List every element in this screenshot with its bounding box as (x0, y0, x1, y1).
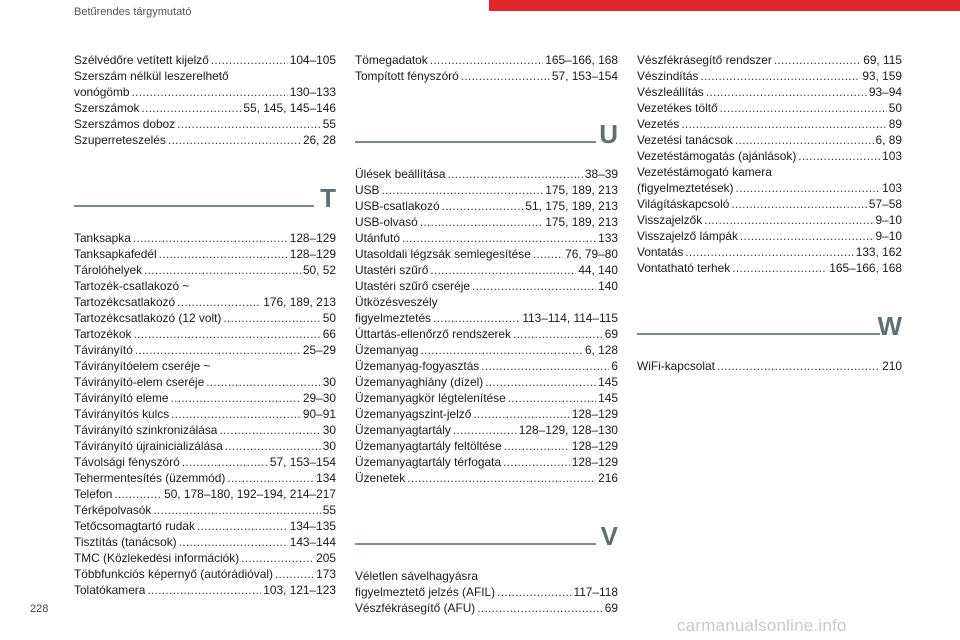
entry-pages: 93, 159 (862, 69, 902, 83)
dot-leader (485, 374, 596, 390)
dot-leader (227, 470, 314, 486)
dot-leader (171, 406, 301, 422)
dot-leader (219, 422, 320, 438)
entry-pages: 145 (598, 375, 618, 389)
dot-leader (177, 116, 321, 132)
entry-term: Tanksapkafedél (74, 247, 157, 261)
entry-term: Tartozékok (74, 327, 132, 341)
index-entry (74, 582, 336, 598)
index-column-3 (637, 52, 902, 374)
entry-pages: 93–94 (868, 85, 902, 99)
entry-term: Vészfékrásegítő rendszer (637, 53, 772, 67)
index-entry (355, 182, 618, 198)
index-entry (355, 52, 618, 68)
entry-pages: 55 (322, 503, 336, 517)
index-entry (74, 310, 336, 326)
entry-pages: 57, 153–154 (269, 455, 336, 469)
entry-pages: 173 (316, 567, 336, 581)
index-entry (74, 326, 336, 342)
entry-term: figyelmeztetés (355, 311, 432, 325)
entry-term: Szélvédőre vetített kijelző (74, 53, 209, 67)
entry-term: Vezetékes töltő (637, 101, 718, 115)
entry-pages: 50, 52 (302, 263, 336, 277)
entry-list (637, 52, 902, 276)
section-rule (637, 333, 880, 335)
entry-pages: 165–166, 168 (545, 53, 618, 67)
dot-leader (448, 166, 583, 182)
dot-leader (135, 342, 301, 358)
entry-term: Vezetés (637, 117, 680, 131)
index-entry (355, 278, 618, 294)
section-header-v (355, 520, 618, 560)
index-entry (637, 228, 902, 244)
entry-pages: 9–10 (875, 229, 902, 243)
index-entry (355, 584, 618, 600)
dot-leader (159, 246, 288, 262)
page-number: 228 (30, 603, 49, 615)
index-entry (355, 342, 618, 358)
index-entry-line: Véletlen sávelhagyásra (355, 569, 478, 583)
entry-pages: 210 (882, 359, 902, 373)
dot-leader (453, 422, 517, 438)
dot-leader (211, 52, 288, 68)
index-entry (355, 68, 618, 84)
section-rule (74, 205, 314, 207)
dot-leader (420, 214, 543, 230)
index-entry (74, 422, 336, 438)
dot-leader (700, 68, 860, 84)
entry-term: Vészindítás (637, 69, 699, 83)
entry-pages: 176, 189, 213 (263, 295, 336, 309)
dot-leader (442, 198, 524, 214)
entry-pages: 140 (598, 279, 618, 293)
entry-pages: 130–133 (289, 85, 336, 99)
index-entry (74, 132, 336, 148)
entry-term: figyelmeztető jelzés (AFIL) (355, 585, 496, 599)
dot-leader (225, 438, 321, 454)
entry-term: Üzemanyagszint-jelző (355, 407, 472, 421)
index-entry-line: Ütközésveszély (355, 295, 438, 309)
entry-term: Tompított fényszóró (355, 69, 459, 83)
entry-term: Szerszámok (74, 101, 140, 115)
entry-pages: 117–118 (573, 585, 618, 599)
entry-pages: 50 (888, 101, 902, 115)
entry-pages: 128–129 (571, 455, 618, 469)
entry-pages: 9–10 (875, 213, 902, 227)
index-entry (355, 326, 618, 342)
entry-pages: 128–129 (289, 247, 336, 261)
index-entry (637, 260, 902, 276)
entry-pages: 57, 153–154 (551, 69, 618, 83)
entry-term: Üzemanyagtartály feltöltése (355, 439, 502, 453)
entry-pages: 89 (888, 117, 902, 131)
dot-leader (420, 342, 582, 358)
dot-leader (223, 310, 320, 326)
entry-term: Tolatókamera (74, 583, 146, 597)
index-entry (74, 230, 336, 246)
entry-list (74, 230, 336, 598)
index-entry-line: Vezetéstámogató kamera (637, 165, 772, 179)
entry-pages: 128–129 (289, 231, 336, 245)
entry-term: USB-csatlakozó (355, 199, 440, 213)
entry-term: Tisztítás (tanácsok) (74, 535, 177, 549)
dot-leader (481, 358, 609, 374)
dot-leader (513, 326, 603, 342)
index-entry (355, 438, 618, 454)
entry-term: Vontatható terhek (637, 261, 731, 275)
index-entry (637, 116, 902, 132)
entry-pages: 55 (322, 117, 336, 131)
entry-term: USB (355, 183, 380, 197)
entry-term: Távirányító eleme (74, 391, 169, 405)
entry-term: Üzemanyag-fogyasztás (355, 359, 480, 373)
entry-pages: 6 (611, 359, 618, 373)
section-letter: W (877, 311, 902, 341)
entry-pages: 128–129, 128–130 (518, 423, 618, 437)
dot-leader (430, 262, 576, 278)
entry-pages: 175, 189, 213 (545, 183, 618, 197)
dot-leader (461, 68, 550, 84)
entry-term: Telefon (74, 487, 113, 501)
entry-pages: 6, 89 (875, 133, 902, 147)
entry-term: Vontatás (637, 245, 684, 259)
dot-leader (473, 406, 569, 422)
entry-term: Vezetési tanácsok (637, 133, 733, 147)
entry-term: Tárolóhelyek (74, 263, 143, 277)
index-entry (74, 84, 336, 100)
dot-leader (133, 230, 288, 246)
entry-pages: 103, 121–123 (263, 583, 336, 597)
section-rule (355, 543, 596, 545)
index-entry (355, 198, 618, 214)
dot-leader (508, 390, 596, 406)
entry-term: Távirányító szinkronizálása (74, 423, 218, 437)
entry-term: Utasoldali légzsák semlegesítése (355, 247, 531, 261)
index-entry (637, 100, 902, 116)
entry-pages: 29–30 (302, 391, 336, 405)
entry-pages: 25–29 (302, 343, 336, 357)
dot-leader (430, 52, 544, 68)
entry-term: Térképolvasók (74, 503, 152, 517)
entry-pages: 134 (316, 471, 336, 485)
entry-pages: 69, 115 (863, 53, 902, 67)
index-entry (74, 454, 336, 470)
dot-leader (740, 228, 874, 244)
dot-leader (134, 326, 321, 342)
index-column-2 (355, 52, 618, 616)
entry-term: Visszajelző lámpák (637, 229, 738, 243)
dot-leader (720, 100, 887, 116)
index-entry (355, 166, 618, 182)
dot-leader (381, 182, 543, 198)
entry-pages: 57–58 (868, 197, 902, 211)
index-entry (355, 246, 618, 262)
index-entry (355, 454, 618, 470)
entry-pages: 128–129 (571, 407, 618, 421)
section-letter: T (320, 183, 336, 213)
entry-term: Visszajelzők (637, 213, 703, 227)
entry-term: Tömegadatok (355, 53, 428, 67)
entry-pages: 145 (598, 391, 618, 405)
dot-leader (141, 100, 241, 116)
dot-leader (144, 262, 301, 278)
index-entry (637, 148, 902, 164)
entry-term: Üzemanyag (355, 343, 419, 357)
entry-term: Távirányító-elem cseréje (74, 375, 205, 389)
index-entry (74, 438, 336, 454)
entry-term: Távirányítós kulcs (74, 407, 170, 421)
index-entry (74, 100, 336, 116)
index-entry (355, 230, 618, 246)
index-entry (355, 406, 618, 422)
entry-term: Távirányító újrainicializálása (74, 439, 223, 453)
dot-leader (504, 438, 570, 454)
entry-pages: 38–39 (584, 167, 618, 181)
dot-leader (407, 470, 596, 486)
entry-list (74, 52, 336, 148)
entry-term: Vezetéstámogatás (ajánlások) (637, 149, 797, 163)
dot-leader (732, 260, 827, 276)
entry-pages: 128–129 (571, 439, 618, 453)
entry-list (637, 358, 902, 374)
index-entry (355, 310, 618, 326)
entry-term: Utánfutó (355, 231, 400, 245)
index-entry (74, 262, 336, 278)
entry-pages: 90–91 (302, 407, 336, 421)
entry-pages: 50, 178–180, 192–194, 214–217 (164, 487, 336, 501)
entry-pages: 143–144 (289, 535, 336, 549)
entry-term: Üzemanyagtartály (355, 423, 451, 437)
index-entry (355, 214, 618, 230)
entry-pages: 66 (322, 327, 336, 341)
entry-pages: 30 (322, 423, 336, 437)
entry-pages: 26, 28 (302, 133, 336, 147)
index-entry (74, 566, 336, 582)
index-column-1 (74, 52, 336, 598)
dot-leader (241, 550, 314, 566)
dot-leader (706, 84, 867, 100)
section-header-w (637, 310, 902, 350)
index-entry-line: Szerszám nélkül leszerelhető (74, 69, 229, 83)
entry-list (355, 166, 618, 486)
entry-pages: 30 (322, 375, 336, 389)
dot-leader (402, 230, 596, 246)
entry-pages: 44, 140 (578, 263, 618, 277)
dot-leader (681, 116, 886, 132)
index-entry (637, 180, 902, 196)
index-entry-line: Tartozék-csatlakozó ~ (74, 279, 190, 293)
entry-term: Tetőcsomagtartó rudak (74, 519, 195, 533)
entry-pages: 216 (598, 471, 618, 485)
index-entry (355, 374, 618, 390)
index-entry (74, 342, 336, 358)
index-entry (637, 68, 902, 84)
dot-leader (533, 246, 563, 262)
index-entry (355, 390, 618, 406)
index-entry (74, 390, 336, 406)
section-header-t (74, 182, 336, 222)
entry-term: Tartozékcsatlakozó (12 volt) (74, 311, 222, 325)
dot-leader (433, 310, 520, 326)
index-entry (355, 422, 618, 438)
dot-leader (147, 582, 261, 598)
dot-leader (182, 454, 268, 470)
entry-pages: 69 (604, 601, 618, 615)
entry-term: (figyelmeztetések) (637, 181, 734, 195)
index-entry (355, 470, 618, 486)
index-entry (637, 212, 902, 228)
index-entry (74, 246, 336, 262)
entry-term: Tanksapka (74, 231, 131, 245)
dot-leader (153, 502, 320, 518)
entry-pages: 50 (322, 311, 336, 325)
section-rule (355, 141, 596, 143)
entry-term: Szuperreteszelés (74, 133, 166, 147)
index-entry (74, 534, 336, 550)
dot-leader (477, 600, 603, 616)
dot-leader (197, 518, 288, 534)
section-letter: V (600, 521, 618, 551)
index-entry (74, 550, 336, 566)
entry-pages: 76, 79–80 (565, 247, 618, 261)
entry-pages: 104–105 (289, 53, 336, 67)
index-entry (355, 358, 618, 374)
entry-term: Üzemanyagtartály térfogata (355, 455, 502, 469)
entry-term: Távolsági fényszóró (74, 455, 180, 469)
index-entry-line: Távirányítóelem cseréje ~ (74, 359, 211, 373)
index-entry (74, 502, 336, 518)
entry-pages: 134–135 (289, 519, 336, 533)
entry-pages: 69 (604, 327, 618, 341)
entry-pages: 113–114, 114–115 (522, 311, 618, 325)
dot-leader (685, 244, 853, 260)
watermark: carmanualsonline.info (677, 616, 847, 635)
index-entry (74, 374, 336, 390)
entry-term: Többfunkciós képernyő (autórádióval) (74, 567, 273, 581)
entry-term: Tartozékcsatlakozó (74, 295, 176, 309)
dot-leader (275, 566, 314, 582)
entry-pages: 133, 162 (855, 245, 902, 259)
index-entry (637, 84, 902, 100)
entry-term: Szerszámos doboz (74, 117, 176, 131)
index-entry (74, 518, 336, 534)
entry-term: vonógömb (74, 85, 130, 99)
index-entry (637, 358, 902, 374)
index-entry (74, 470, 336, 486)
dot-leader (497, 584, 571, 600)
header-accent-bar (489, 0, 960, 11)
section-header-u (355, 118, 618, 158)
section-letter: U (599, 119, 618, 149)
entry-term: Világításkapcsoló (637, 197, 730, 211)
dot-leader (177, 294, 261, 310)
dot-leader (206, 374, 321, 390)
entry-pages: 30 (322, 439, 336, 453)
entry-term: Vészleállítás (637, 85, 704, 99)
entry-term: Üzenetek (355, 471, 406, 485)
entry-term: Távirányító (74, 343, 133, 357)
entry-term: Ülések beállítása (355, 167, 446, 181)
entry-pages: 175, 189, 213 (545, 215, 618, 229)
index-entry (74, 52, 336, 68)
dot-leader (168, 132, 301, 148)
entry-pages: 165–166, 168 (829, 261, 902, 275)
dot-leader (717, 358, 880, 374)
index-entry (637, 244, 902, 260)
index-entry (355, 262, 618, 278)
entry-list (355, 568, 618, 616)
entry-term: Utastéri szűrő cseréje (355, 279, 470, 293)
dot-leader (735, 180, 880, 196)
index-entry (637, 132, 902, 148)
entry-term: Utastéri szűrő (355, 263, 429, 277)
dot-leader (472, 278, 596, 294)
index-entry (74, 406, 336, 422)
dot-leader (774, 52, 861, 68)
dot-leader (114, 486, 162, 502)
index-entry (637, 196, 902, 212)
entry-term: WiFi-kapcsolat (637, 359, 715, 373)
entry-pages: 51, 175, 189, 213 (525, 199, 618, 213)
entry-term: Üzemanyaghiány (dízel) (355, 375, 484, 389)
entry-list (355, 52, 618, 84)
dot-leader (503, 454, 570, 470)
header-title: Betűrendes tárgymutató (74, 6, 192, 18)
entry-pages: 103 (882, 149, 902, 163)
index-entry (74, 486, 336, 502)
entry-pages: 103 (882, 181, 902, 195)
dot-leader (735, 132, 874, 148)
entry-pages: 133 (598, 231, 618, 245)
entry-term: Üzemanyagkör légtelenítése (355, 391, 506, 405)
index-entry (74, 294, 336, 310)
entry-term: Tehermentesítés (üzemmód) (74, 471, 226, 485)
dot-leader (179, 534, 288, 550)
index-entry (74, 116, 336, 132)
dot-leader (731, 196, 867, 212)
entry-term: Vészfékrásegítő (AFU) (355, 601, 476, 615)
entry-pages: 55, 145, 145–146 (243, 101, 336, 115)
dot-leader (132, 84, 288, 100)
dot-leader (704, 212, 873, 228)
index-entry (355, 600, 618, 616)
entry-pages: 205 (316, 551, 336, 565)
entry-term: USB-olvasó (355, 215, 418, 229)
entry-term: TMC (Közlekedési információk) (74, 551, 240, 565)
entry-term: Úttartás-ellenőrző rendszerek (355, 327, 511, 341)
index-entry (637, 52, 902, 68)
entry-pages: 6, 128 (584, 343, 618, 357)
dot-leader (171, 390, 301, 406)
dot-leader (798, 148, 880, 164)
